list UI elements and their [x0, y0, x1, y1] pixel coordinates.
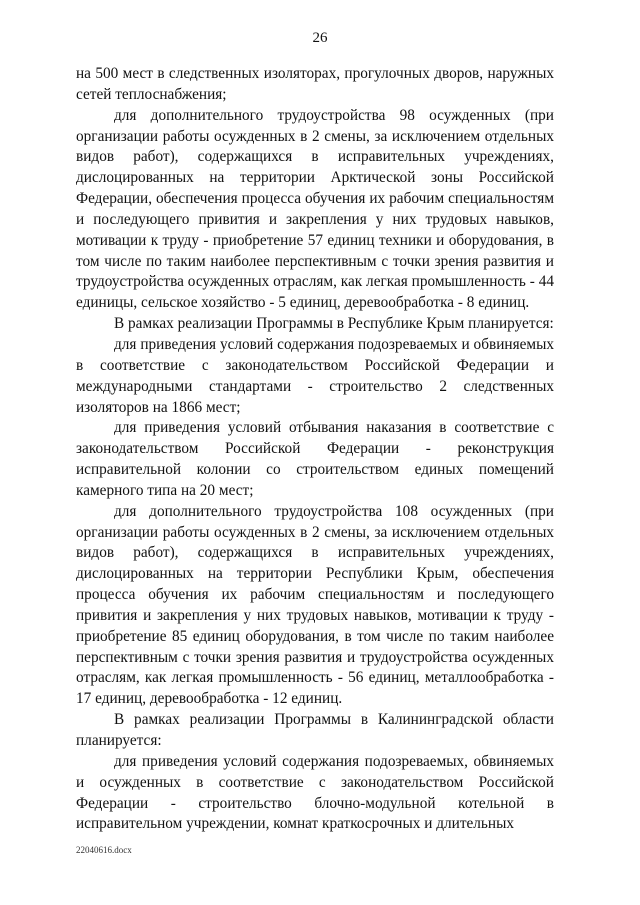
paragraph-crimea-colony: для приведения условий отбывания наказания в соответствие с законодательством Российской Федерации - реконструкция исправительной колонии со строительством единых помещений камерного типа на 20 мест; [76, 419, 554, 499]
paragraph-crimea-employment: для дополнительного трудоустройства 108 осужденных (при организации работы осужденных в 2 смены, за исключением отдельных видов работ), содержащихся в исправительных учреждениях, дислоцированных на территории Республики Крым, обеспечения процесса обучения их рабочим специальностям и последующего привития и закрепления у них трудовых навыков, мотивации к труду - приобретение 85 единиц оборудования, в том числе по таким наиболее перспективным с точки зрения развития и трудоустройства осужденных отраслям, как легкая промышленность - 56 единиц, металлообработка - 17 единиц, деревообработка - 12 единиц. [76, 502, 554, 708]
footer-filename: 22040616.docx [76, 845, 132, 855]
paragraph-crimea-detention: для приведения условий содержания подозреваемых и обвиняемых в соответствие с законодательством Российской Федерации и международными стандартами - строительство 2 следственных изоляторов на 1866 мест; [76, 335, 554, 416]
paragraph-kaliningrad-heading: В рамках реализации Программы в Калининградской области планируется: [76, 711, 554, 749]
paragraph-arctic-employment: для дополнительного трудоустройства 98 осужденных (при организации работы осужденных в 2 смены, за исключением отдельных видов работ), содержащихся в исправительных учреждениях, дислоцированных на территории Арктической зоны Российской Федерации, обеспечения процесса обучения их рабочим специальностям и последующего привития и закрепления у них трудовых навыков, мотивации к труду - приобретение 57 единиц техники и оборудования, в том числе по таким наиболее перспективным с точки зрения развития и трудоустройства осужденных отраслям, как легкая промышленность - 44 единицы, сельское хозяйство - 5 единиц, деревообработка - 8 единиц. [76, 106, 554, 312]
paragraph-crimea-heading: В рамках реализации Программы в Республике Крым планируется: [114, 315, 554, 333]
page-number: 26 [312, 30, 328, 46]
document-body [76, 64, 554, 835]
paragraph-sizo-continuation: на 500 мест в следственных изоляторах, прогулочных дворов, наружных сетей теплоснабжения; [76, 65, 554, 103]
paragraph-kaliningrad-detention: для приведения условий содержания подозреваемых, обвиняемых и осужденных в соответствие с законодательством Российской Федерации - строительство блочно-модульной котельной в исправительном учреждении, комнат краткосрочных и длительных [76, 752, 554, 833]
